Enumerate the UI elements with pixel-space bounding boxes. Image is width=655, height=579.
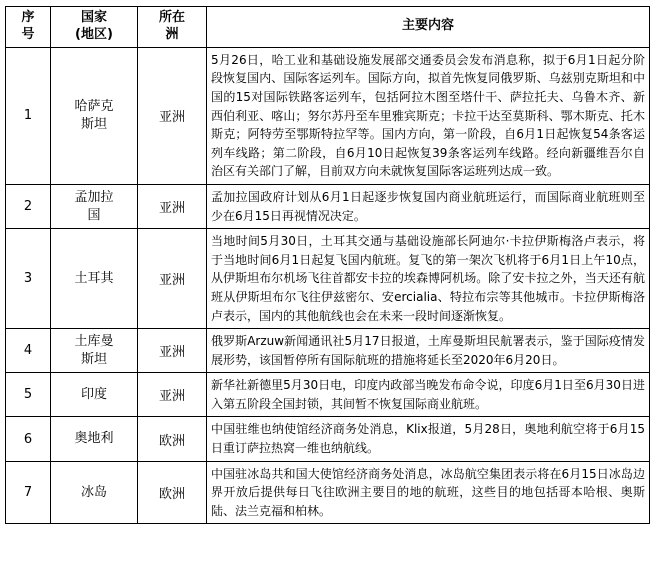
cell-content: 俄罗斯Arzuw新闻通讯社5月17日报道，土库曼斯坦民航署表示，鉴于国际疫情发展形势，该国暂停所有国际航班的措施将延长至2020年6月20日。: [207, 329, 650, 373]
header-content: 主要内容: [207, 7, 650, 48]
cell-continent: 亚洲: [138, 329, 207, 373]
header-country-line1: 国家: [80, 10, 107, 25]
cell-country: [51, 461, 138, 524]
cell-content: 中国驻冰岛共和国大使馆经济商务处消息，冰岛航空集团表示将在6月15日冰岛边界开放后提供每日飞往欧洲主要目的地的航班，这些目的地包括哥本哈根、奥斯陆、法兰克福和柏林。: [207, 461, 650, 524]
cell-continent: 亚洲: [138, 229, 207, 329]
cell-continent: 欧洲: [138, 461, 207, 524]
country-policy-table: [5, 6, 650, 524]
cell-continent: 亚洲: [138, 373, 207, 417]
cell-index: 1: [6, 47, 51, 184]
table-row: [6, 47, 650, 184]
header-index-line1: 序: [21, 10, 35, 25]
cell-content: 当地时间5月30日，土耳其交通与基础设施部长阿迪尔·卡拉伊斯梅洛卢表示，将于当地时间6月1日起复飞国内航班。复飞的第一架次飞机将于6月1日上午10点，从伊斯坦布尔机场飞往首都安卡拉的埃森博阿机场。除了安卡拉之外，当天还有航班从伊斯坦布尔飞往伊兹密尔、安ercialia、特拉布宗等其他城市。卡拉伊斯梅洛卢表示，国内的其他航线也会在未来一段时间逐渐恢复。: [207, 229, 650, 329]
cell-content: 孟加拉国政府计划从6月1日起逐步恢复国内商业航班运行，而国际商业航班则至少在6月15日再视情况决定。: [207, 184, 650, 228]
table-row: [6, 229, 650, 329]
header-country-line2: (地区): [75, 26, 113, 42]
table-row: [6, 417, 650, 461]
table-row: [6, 461, 650, 524]
header-continent-line2: 洲: [165, 26, 179, 42]
cell-content: 中国驻维也纳使馆经济商务处消息，Klix报道，5月28日，奥地利航空将于6月15日重订萨拉热窝一维也纳航线。: [207, 417, 650, 461]
cell-index: 5: [6, 373, 51, 417]
cell-country-line2: 斯坦: [80, 351, 107, 367]
cell-country-line1: 奥地利: [74, 431, 114, 447]
cell-index: 4: [6, 329, 51, 373]
header-country: [51, 7, 138, 48]
cell-country-line1: 孟加拉: [74, 189, 114, 205]
cell-continent: 亚洲: [138, 47, 207, 184]
cell-country-line1: 土库曼: [74, 334, 114, 350]
cell-content: 5月26日，哈工业和基础设施发展部交通委员会发布消息称，拟于6月1日起分阶段恢复国内、国际客运列车。国际方向，拟首先恢复同俄罗斯、乌兹别克斯坦和中国的15对国际铁路客运列车，包括阿拉木图至塔什干、萨拉托夫、乌鲁木齐、新西伯利亚、喀山；努尔苏丹至车里雅宾斯克；卡拉干达至莫斯科、鄂木斯克、托木斯克；阿特劳至鄂斯特拉罕等。国内方向，第一阶段，自6月1日起恢复54条客运列车线路；第二阶段，自6月10日起恢复39条客运列车线路。经向新疆维吾尔自治区有关部门了解，目前双方向未就恢复国际客运班列达成一致。: [207, 47, 650, 184]
cell-country-line1: 土耳其: [74, 270, 114, 286]
header-continent-line1: 所在: [158, 10, 185, 25]
cell-country-line1: 冰岛: [80, 484, 107, 500]
table-header: [6, 7, 650, 48]
cell-country-line2: 斯坦: [80, 116, 107, 132]
cell-index: 2: [6, 184, 51, 228]
cell-country: [51, 373, 138, 417]
cell-country-line1: 印度: [80, 387, 107, 403]
table-body: [6, 47, 650, 524]
cell-continent: 欧洲: [138, 417, 207, 461]
cell-country: [51, 47, 138, 184]
header-index: [6, 7, 51, 48]
header-index-line2: 号: [21, 26, 35, 42]
cell-country: [51, 329, 138, 373]
cell-index: 7: [6, 461, 51, 524]
cell-country: [51, 417, 138, 461]
table-row: [6, 329, 650, 373]
cell-index: 3: [6, 229, 51, 329]
cell-country: [51, 184, 138, 228]
header-continent: [138, 7, 207, 48]
table-row: [6, 184, 650, 228]
cell-country-line1: 哈萨克: [74, 99, 114, 115]
table-row: [6, 373, 650, 417]
table-header-row: [6, 7, 650, 48]
cell-content: 新华社新德里5月30日电，印度内政部当晚发布命令说，印度6月1日至6月30日进入第五阶段全国封锁，其间暂不恢复国际商业航班。: [207, 373, 650, 417]
cell-country: [51, 229, 138, 329]
cell-continent: 亚洲: [138, 184, 207, 228]
cell-country-line2: 国: [87, 207, 101, 223]
cell-index: 6: [6, 417, 51, 461]
